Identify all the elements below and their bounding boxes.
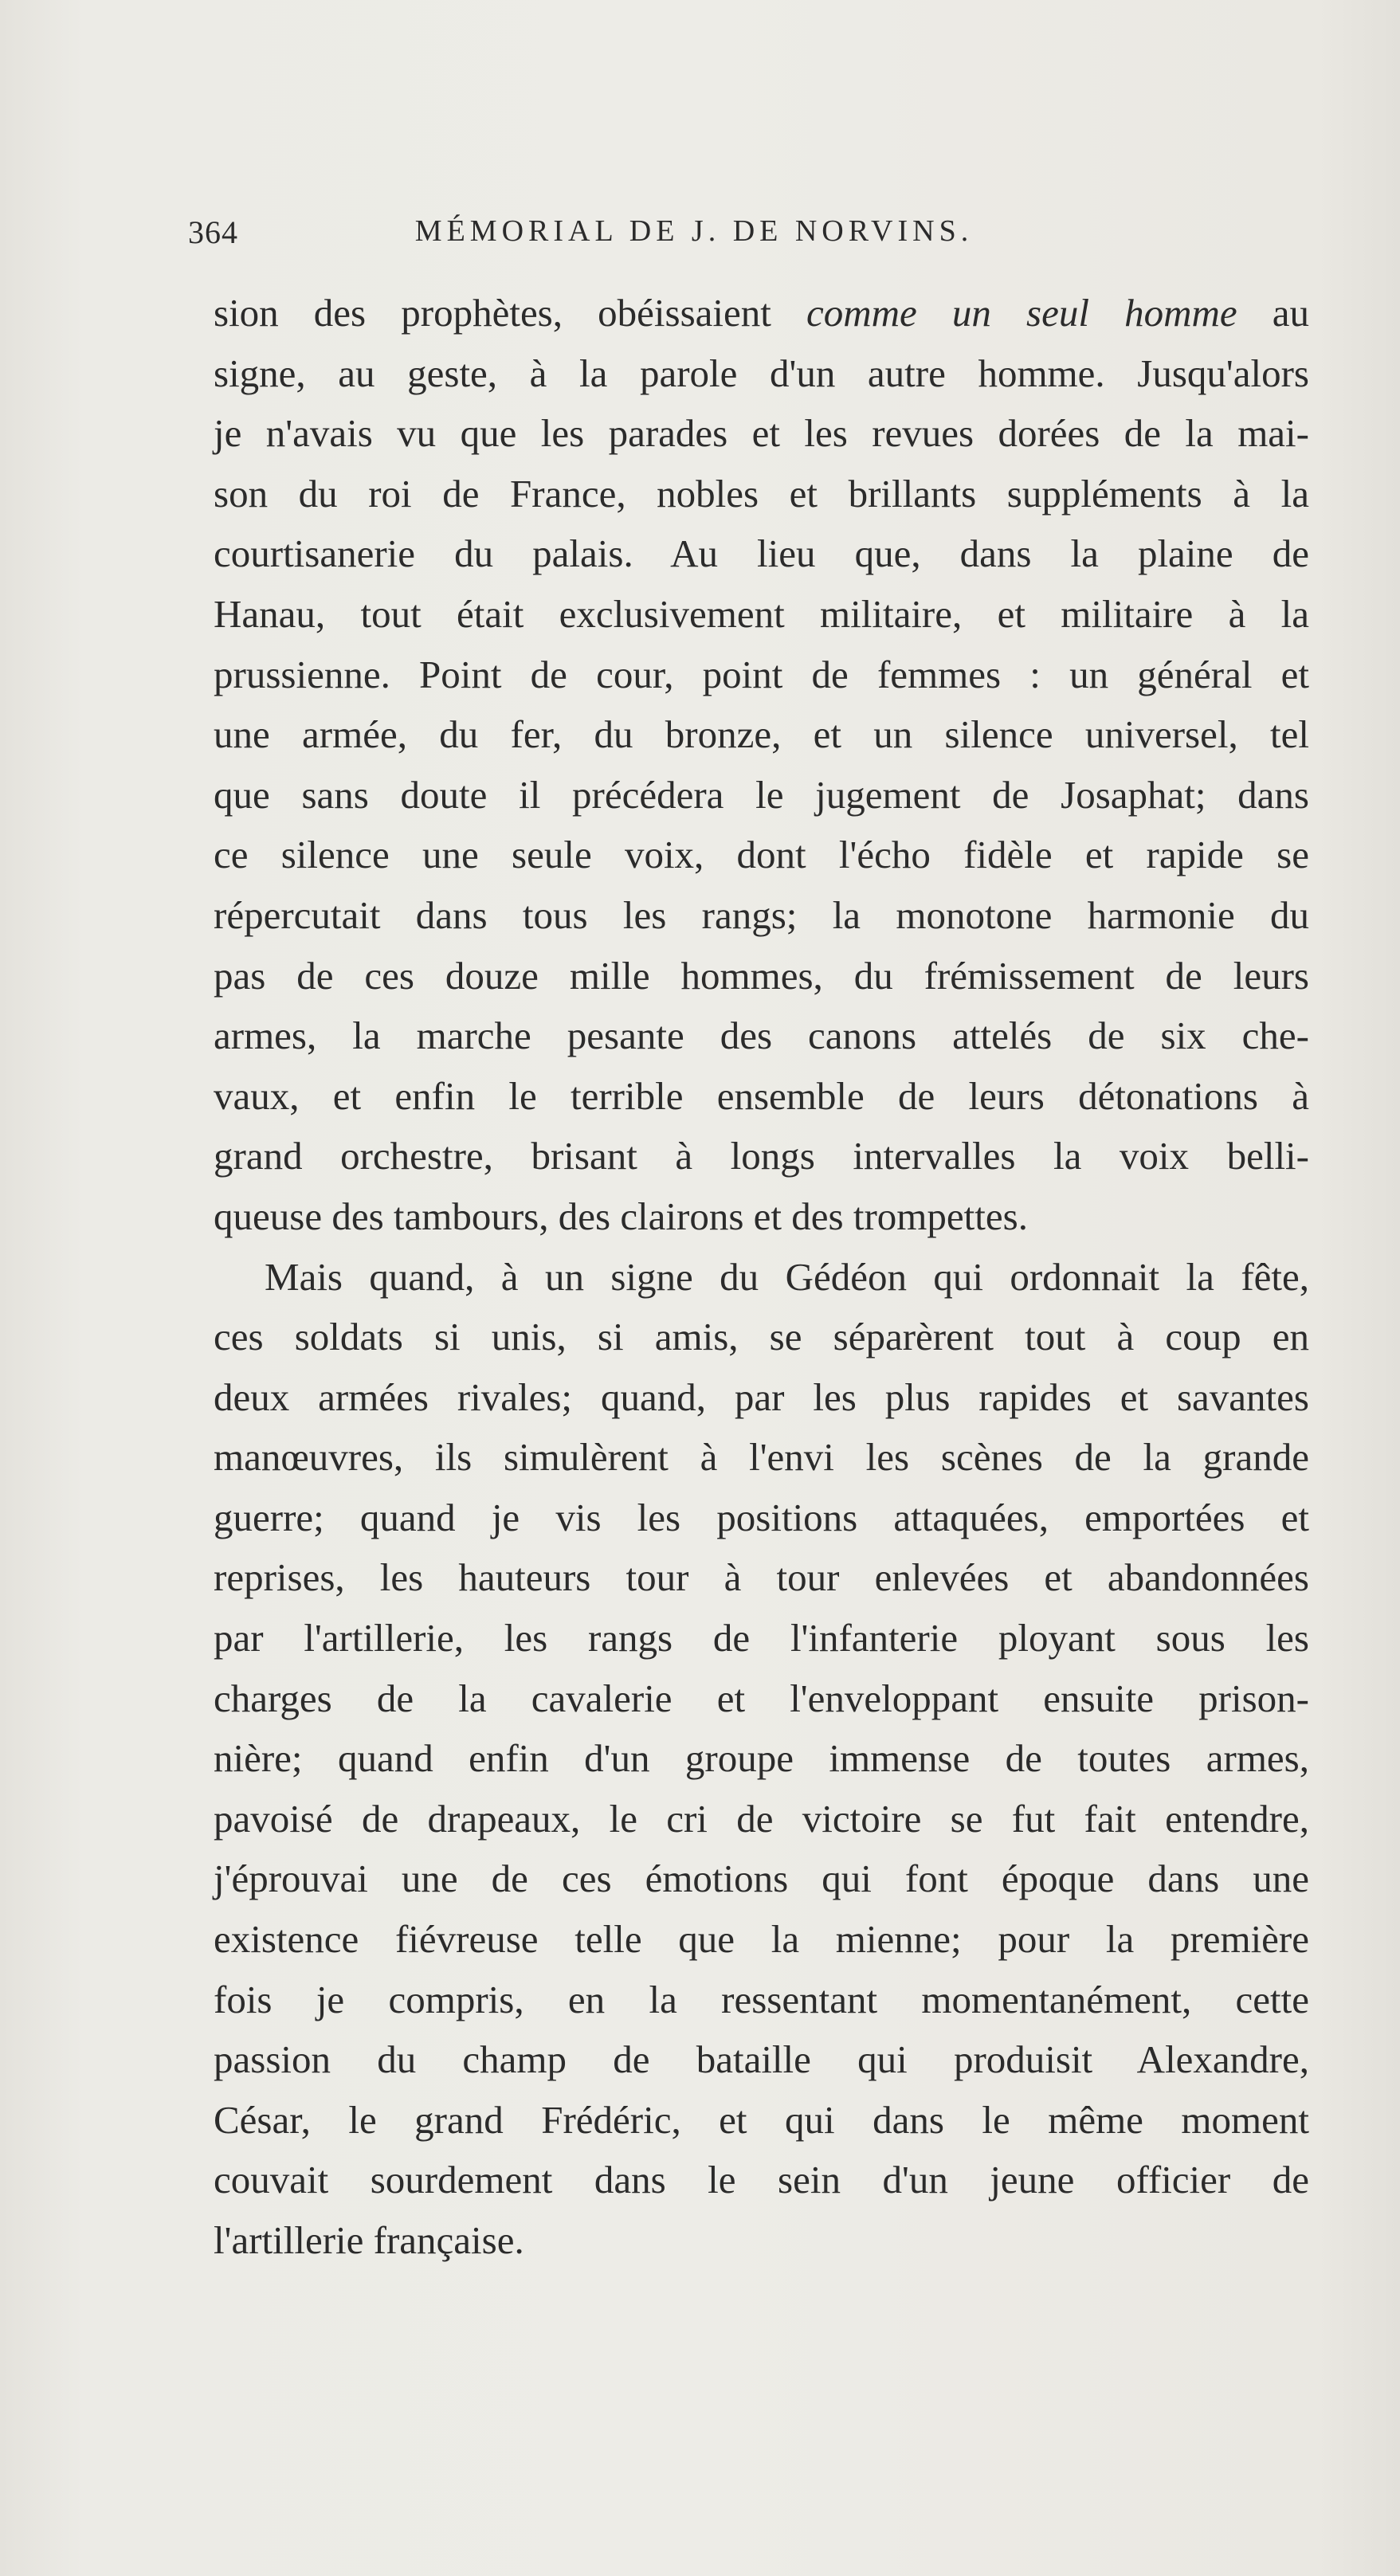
text-line: couvait sourdement dans le sein d'un jeune officier de [214,2158,1309,2202]
text-line: grand orchestre, brisant à longs intervalles la voix belli- [214,1134,1309,1178]
text-line: courtisanerie du palais. Au lieu que, dans la plaine de [214,531,1309,576]
text-line: guerre; quand je vis les positions attaquées, emportées et [214,1495,1309,1539]
text-line: ces soldats si unis, si amis, se séparèrent tout à coup en [214,1315,1309,1359]
text-line: pavoisé de drapeaux, le cri de victoire se fut fait entendre, [214,1796,1309,1841]
text-line: vaux, et enfin le terrible ensemble de leurs détonations à [214,1073,1309,1118]
text-run: au [1237,291,1309,335]
text-line: nière; quand enfin d'un groupe immense de toutes armes, [214,1736,1309,1781]
text-line: deux armées rivales; quand, par les plus rapides et savantes [214,1374,1309,1419]
body-text [214,283,1309,2271]
text-line: César, le grand Frédéric, et qui dans le même moment [214,2097,1309,2142]
text-line: passion du champ de bataille qui produisit Alexandre, [214,2037,1309,2082]
running-head [188,214,1168,261]
page-number: 364 [188,214,238,250]
text-line: fois je compris, en la ressentant momentanément, cette [214,1977,1309,2021]
text-line: prussienne. Point de cour, point de femmes : un général et [214,652,1309,696]
text-line: ce silence une seule voix, dont l'écho fidèle et rapide se [214,833,1309,877]
text-line: manœuvres, ils simulèrent à l'envi les scènes de la grande [214,1435,1309,1480]
text-line: queuse des tambours, des clairons et des trompettes. [214,1194,1028,1238]
italic-phrase: comme un seul homme [806,291,1237,335]
text-line: j'éprouvai une de ces émotions qui font époque dans une [214,1857,1309,1901]
text-line [214,283,1309,343]
text-line: l'artillerie française. [214,2218,524,2262]
text-line: Mais quand, à un signe du Gédéon qui ordonnait la fête, [265,1254,1309,1299]
text-line: par l'artillerie, les rangs de l'infanterie ployant sous les [214,1616,1309,1660]
text-line: je n'avais vu que les parades et les revues dorées de la mai- [214,411,1309,456]
text-line: une armée, du fer, du bronze, et un silence universel, tel [214,712,1309,757]
text-run: sion des prophètes, obéissaient [214,291,806,335]
text-line: répercutait dans tous les rangs; la monotone harmonie du [214,892,1309,937]
text-line: reprises, les hauteurs tour à tour enlevées et abandonnées [214,1555,1309,1600]
text-line: que sans doute il précédera le jugement de Josaphat; dans [214,772,1309,817]
text-line: charges de la cavalerie et l'enveloppant ensuite prison- [214,1676,1309,1720]
text-line: son du roi de France, nobles et brillants suppléments à la [214,471,1309,516]
text-line: Hanau, tout était exclusivement militaire, et militaire à la [214,591,1309,636]
paragraph-1 [214,283,1309,1247]
text-line: existence fiévreuse telle que la mienne; pour la première [214,1917,1309,1962]
text-line: pas de ces douze mille hommes, du frémissement de leurs [214,953,1309,998]
paragraph-2 [214,1247,1309,2271]
text-line: signe, au geste, à la parole d'un autre homme. Jusqu'alors [214,351,1309,395]
text-line: armes, la marche pesante des canons attelés de six che- [214,1014,1309,1058]
running-title: MÉMORIAL DE J. DE NORVINS. [414,214,974,248]
